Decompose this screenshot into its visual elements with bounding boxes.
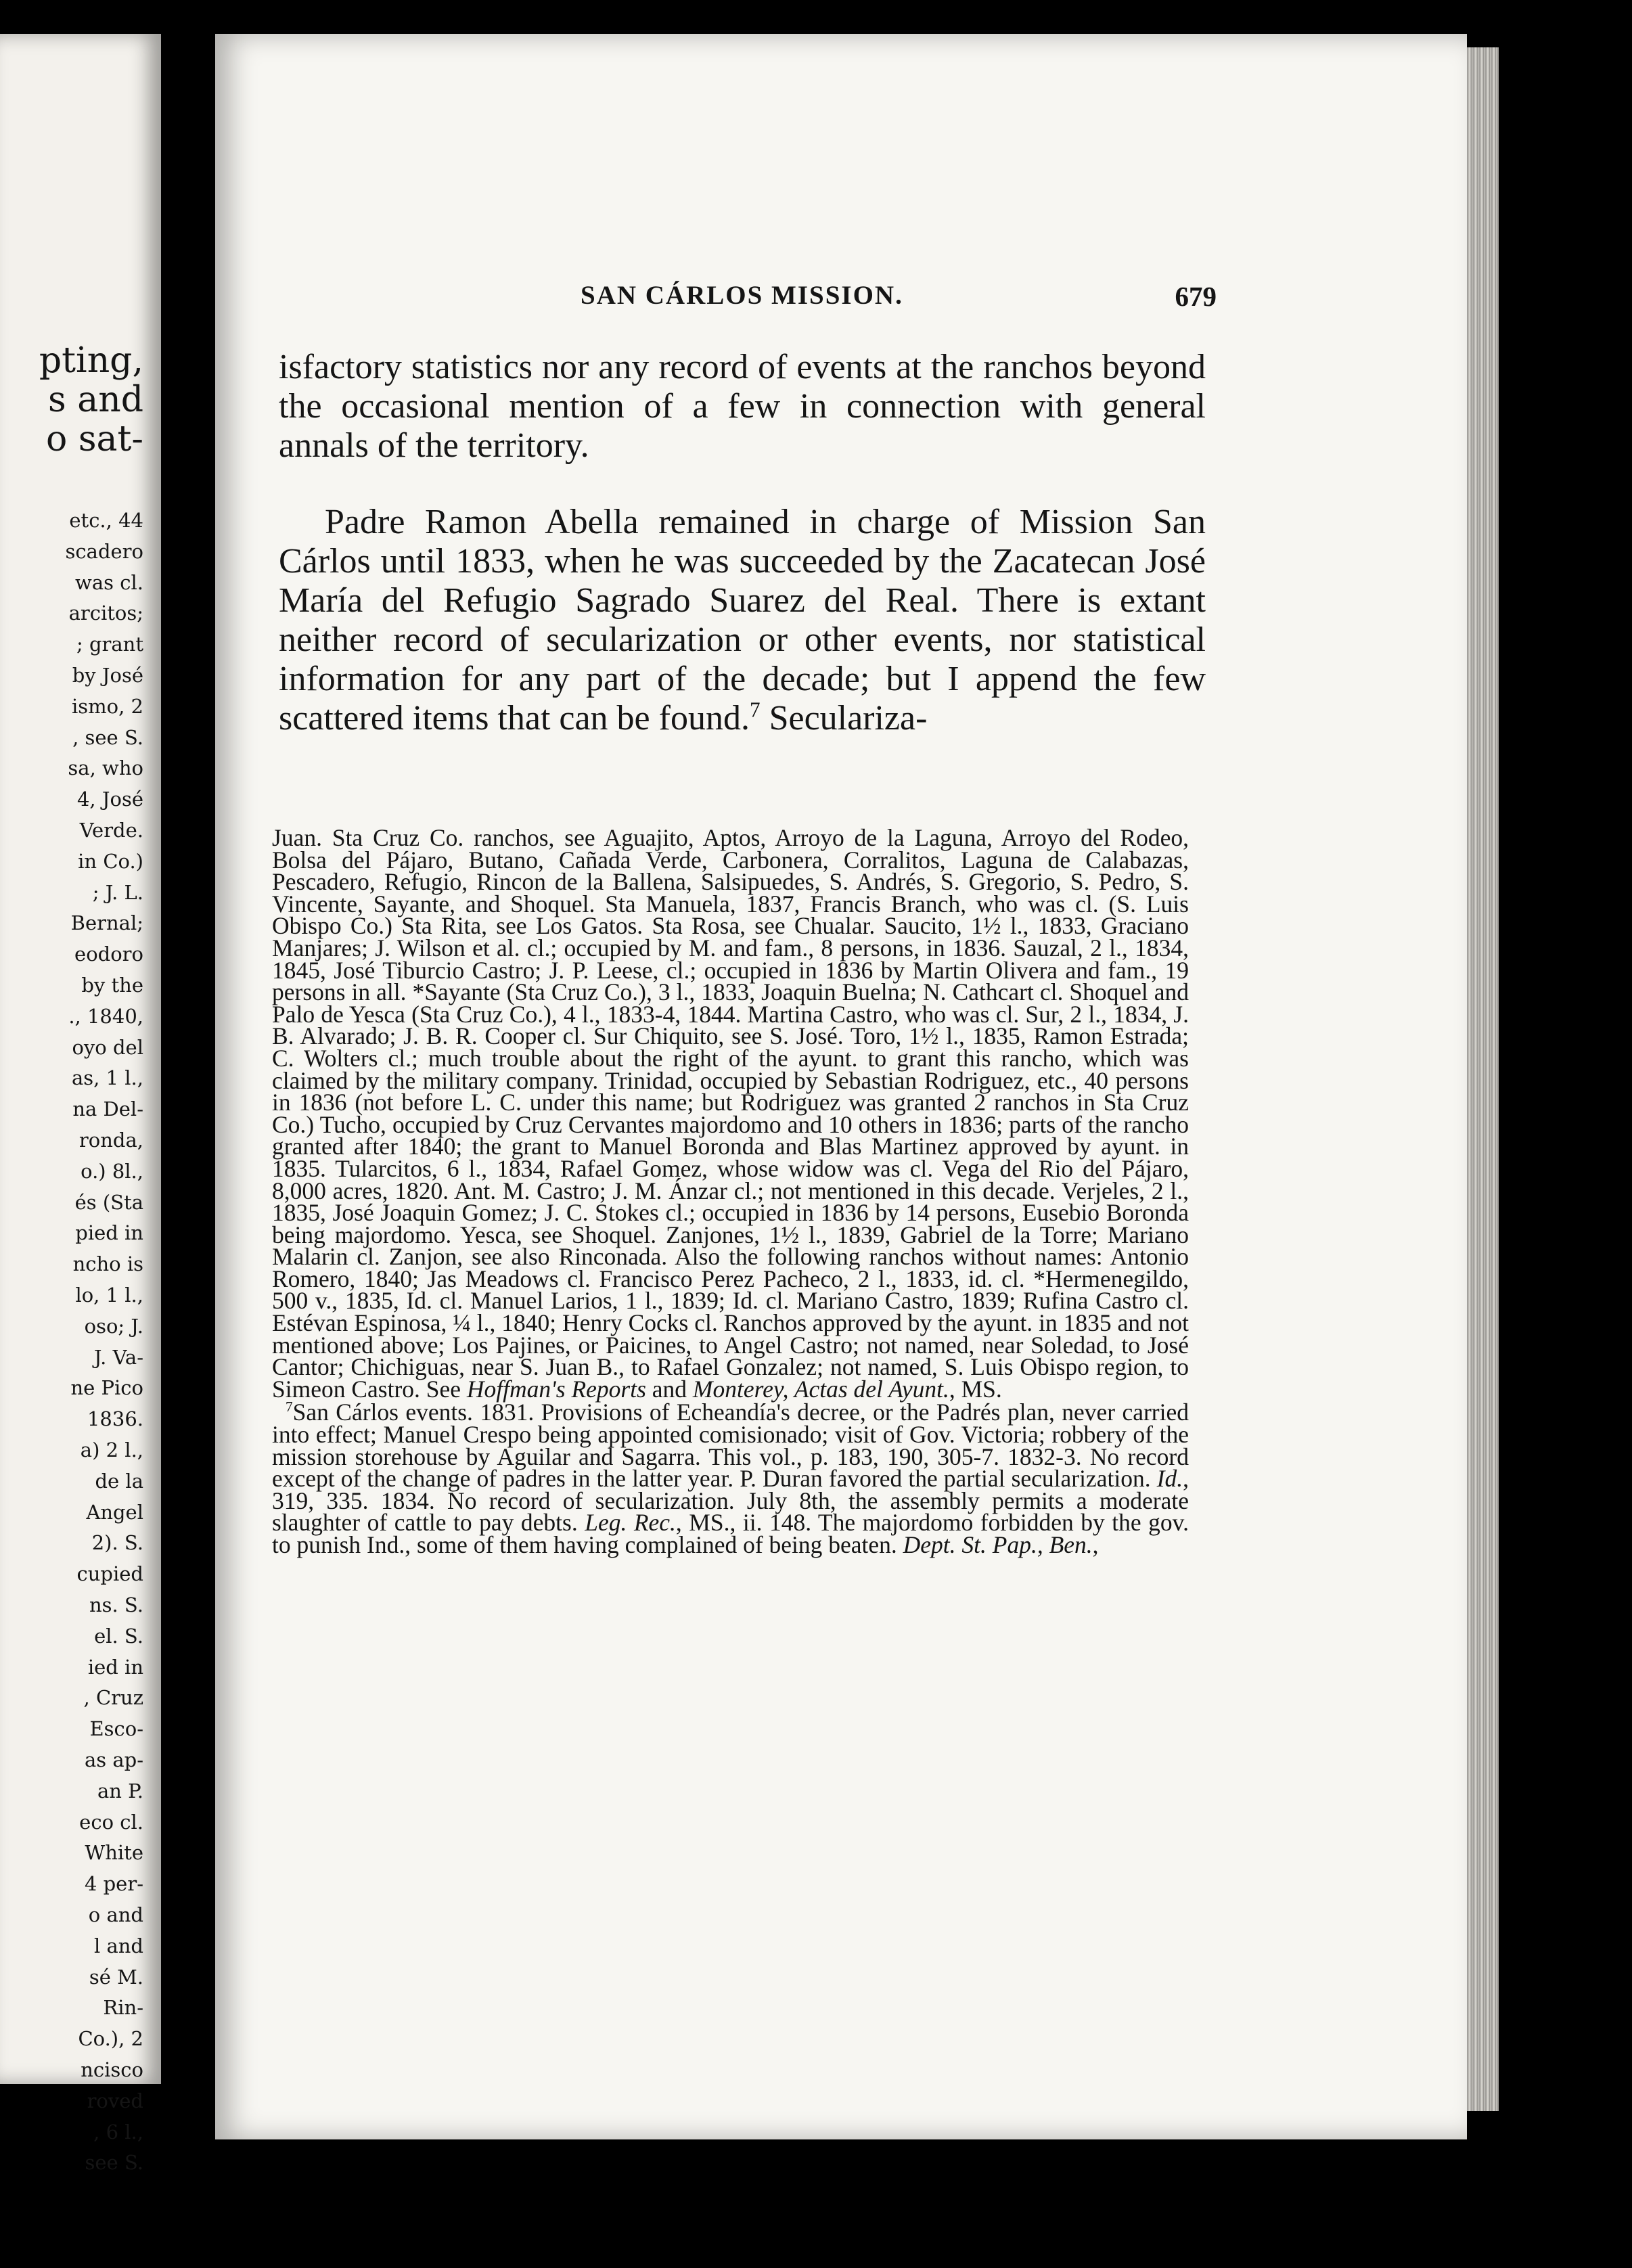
left-page-fragment: by the [81,974,143,997]
left-page-fragment: see S. [85,2151,143,2175]
footnote-text: Juan. Sta Cruz Co. ranchos, see Aguajito, Aptos, Arroyo de la Laguna, Arroyo del Rodeo, Bolsa del Pájaro, Butano, Cañada Verde, Carbonera, Corralitos, Laguna de Calabazas, Pescadero, Refugio, Rincon de la Ballena, Salsipuedes, S. Andrés, S. Gregorio, S. Pedro, S. Vincente, Sayante, and Shoquel. Sta Manuela, 1837, Francis Branch, who was cl. (S. Luis Obispo Co.) Sta Rita, see Los Gatos. Sta Rosa, see Chualar. Saucito, 1½ l., 1833, Graciano Manjares; J. Wilson et al. cl.; occupied by M. and fam., 8 persons, in 1836. Sauzal, 2 l., 1834, 1845, José Tiburcio Castro; J. P. Leese, cl.; occupied in 1836 by Martin Olivera and fam., 19 persons in all. *Sayante (Sta Cruz Co.), 3 l., 1833, Joaquin Buelna; N. Cathcart cl. Shoquel and Palo de Yesca (Sta Cruz Co.), 4 l., 1833-4, 1844. Martina Castro, who was cl. Sur, 2 l., 1834, J. B. Alvarado; J. B. R. Cooper cl. Sur Chiquito, see S. José. Toro, 1½ l., 1835, Ramon Estrada; C. Wolters cl.; much trouble about the right of the ayunt. to grant this rancho, which was claimed by the military company. Trinidad, occupied by Sebastian Rodriguez, etc., 40 persons in 1836 (not before L. C. under this name; but Rodriguez was granted 2 ranchos in Sta Cruz Co.) Tucho, occupied by Cruz Cervantes majordomo and 10 others in 1836; parts of the rancho granted after 1840; the grant to Manuel Boronda and Blas Martinez approved by ayunt. in 1835. Tularcitos, 6 l., 1834, Rafael Gomez, whose widow was cl. Vega del Rio del Pájaro, 8,000 acres, 1820. Ant. M. Castro; J. M. Ánzar cl.; not mentioned in this decade. Verjeles, 2 l., 1835, José Joaquin Gomez; J. C. Stokes cl.; occupied in 1836 by 14 persons, Eusebio Boronda being majordomo. Yesca, see Shoquel. Zanjones, 1½ l., 1839, Gabriel de la Torre; Mariano Malarin cl. Zanjon, see also Rinconada. Also the following ranchos without names: Antonio Romero, 1840; Jas Meadows cl. Francisco Perez Pacheco, 2 l., 1833, id. cl. *Hermenegildo, 500 v., 1835, Id. cl. Manuel Larios, 1 l., 1839; Id. cl. Mariano Castro, 1839; Rufina Castro cl. Estévan Espinosa, ¼ l., 1840; Henry Cocks cl. Ranchos approved by the ayunt. in 1835 and not mentioned above; Los Pajines, or Paicines, to Angel Castro; not named, near Soledad, to José Cantor; Chichiguas, near S. Juan B., to Rafael Gonzalez; not named, S. Luis Obispo region, to Simeon Castro. See [272,824,1189,1403]
left-page-fragment: ne Pico [70,1376,143,1400]
left-page-fragment: s and [48,380,143,420]
left-page-fragment: l and [93,1934,143,1957]
footnote-text: and [645,1375,693,1403]
left-page-fragment: cupied [76,1562,143,1586]
citation: Dept. St. Pap., Ben. [903,1531,1093,1558]
left-page-fragment: sa, who [68,756,143,780]
left-page-fragment: ; J. L. [92,880,143,904]
footnote-text: , 319, 335. 1834. No record of secularization. July 8th, the assembly permits a moderate slaughter of cattle to pay debts. [272,1465,1189,1537]
left-page-fragment: eco cl. [79,1810,143,1834]
left-page-fragment: ., 1840, [68,1004,143,1028]
left-page-fragment: oyo del [72,1035,143,1059]
left-page-fragment: ismo, 2 [71,694,143,718]
left-page-fragment: Rin- [103,1996,143,2020]
left-page-fragment: 4, José [76,788,143,811]
left-page-fragment: de la [95,1469,143,1493]
left-page-fragment: eodoro [74,943,143,966]
citation: Monterey, Actas del Ayunt. [692,1375,949,1403]
left-page-fragment: ied in [87,1655,143,1679]
footnote-text: , MS., ii. 148. The majordomo forbidden by the gov. to punish Ind., some of them having complained of being beaten. [272,1509,1189,1558]
left-page-fragment: an P. [97,1779,143,1802]
left-page-fragment: oso; J. [84,1314,143,1338]
left-page-fragment: ncho is [72,1252,143,1276]
paragraph-tail: Seculariza- [760,699,928,738]
footnote-continued [272,824,1189,1403]
footnote-text: San Cárlos events. 1831. Provisions of Echeandía's decree, or the Padrés plan, never carried into effect; Manuel Crespo being appointed comisionado; visit of Gov. Victoria; robbery of the mission storehouse by Aguilar and Sagarra. This vol., p. 183, 190, 305-7. 1832-3. No record except of the change of padres in the latter year. P. Duran favored the partial secularization. [272,1399,1189,1493]
left-page-fragment: pting, [39,340,143,381]
footnote-marker: 7 [286,1399,293,1415]
left-page-fragment: o.) 8l., [81,1159,143,1183]
footnote-reference: 7 [749,698,761,722]
footnote-text: , [1092,1531,1099,1558]
left-page-fragment: scadero [65,539,143,563]
footnotes [272,824,1189,1558]
running-head: SAN CÁRLOS MISSION. [581,281,903,310]
left-page-fragment: as ap- [84,1748,143,1771]
left-page-fragment: ns. S. [89,1593,143,1616]
left-page-fragment: o and [88,1903,143,1926]
left-page-fragment: 2). S. [91,1531,143,1555]
body-paragraph-2 [279,503,1206,738]
left-page-fragment: Angel [86,1500,143,1524]
left-page-fragment: Bernal; [70,911,143,935]
page-header [581,280,1217,321]
left-page-fragment: pied in [75,1221,143,1245]
left-page-fragment: lo, 1 l., [75,1284,143,1307]
left-page-fragment: sé M. [89,1965,143,1989]
left-page-fragment: was cl. [75,570,143,594]
left-page-fragment: Esco- [89,1717,143,1741]
left-page-fragment: by José [72,664,143,687]
left-page-fragment: , see S. [72,725,143,749]
left-page-fragment: Verde. [79,819,143,842]
left-page-fragment: White [85,1841,143,1865]
left-page-fragment: el. S. [94,1624,143,1648]
left-page-fragment: arcitos; [68,602,143,625]
citation: Leg. Rec. [585,1509,676,1537]
previous-page-edge [0,34,161,2175]
left-page-fragment: és (Sta [74,1190,143,1214]
left-page-fragment: Co.), 2 [78,2027,143,2051]
paragraph-text: Padre Ramon Abella remained in charge of Mission San Cárlos until 1833, when he was succeeded by the Zacatecan José María del Refugio Sagrado Suarez del Real. There is extant neither record of secularization or other events, nor statistical information for any part of the decade; but I append the few scattered items that can be found. [279,503,1206,738]
citation: Id. [1156,1465,1183,1493]
left-page-fragment: in Co.) [78,849,143,873]
page-number: 679 [1175,281,1217,312]
footnote-7 [272,1401,1189,1556]
left-page-fragment: ronda, [78,1129,143,1152]
left-page-fragment: as, 1 l., [72,1066,143,1090]
left-page-fragment: o sat- [46,419,143,459]
left-page-fragment: 4 per- [84,1872,143,1896]
left-page-fragment: ncisco [81,2058,143,2081]
left-page-fragment: roved [87,2089,143,2112]
left-page-fragment: ; grant [76,633,143,656]
left-page-fragment: J. Va- [93,1345,143,1369]
left-page-fragment: etc., 44 [69,509,143,532]
left-page-fragment: a) 2 l., [80,1438,143,1461]
left-page-fragment: na Del- [72,1097,143,1121]
citation: Hoffman's Reports [466,1375,646,1403]
left-page-fragment: , Cruz [83,1686,143,1710]
left-page-fragment: 1836. [87,1407,143,1431]
footnote-text: , MS. [949,1375,1002,1403]
body-paragraph-1: isfactory statistics nor any record of events at the ranchos beyond the occasional mention of a few in connection with general annals of the territory. [279,348,1206,465]
left-page-fragment: , 6 l., [93,2120,143,2144]
